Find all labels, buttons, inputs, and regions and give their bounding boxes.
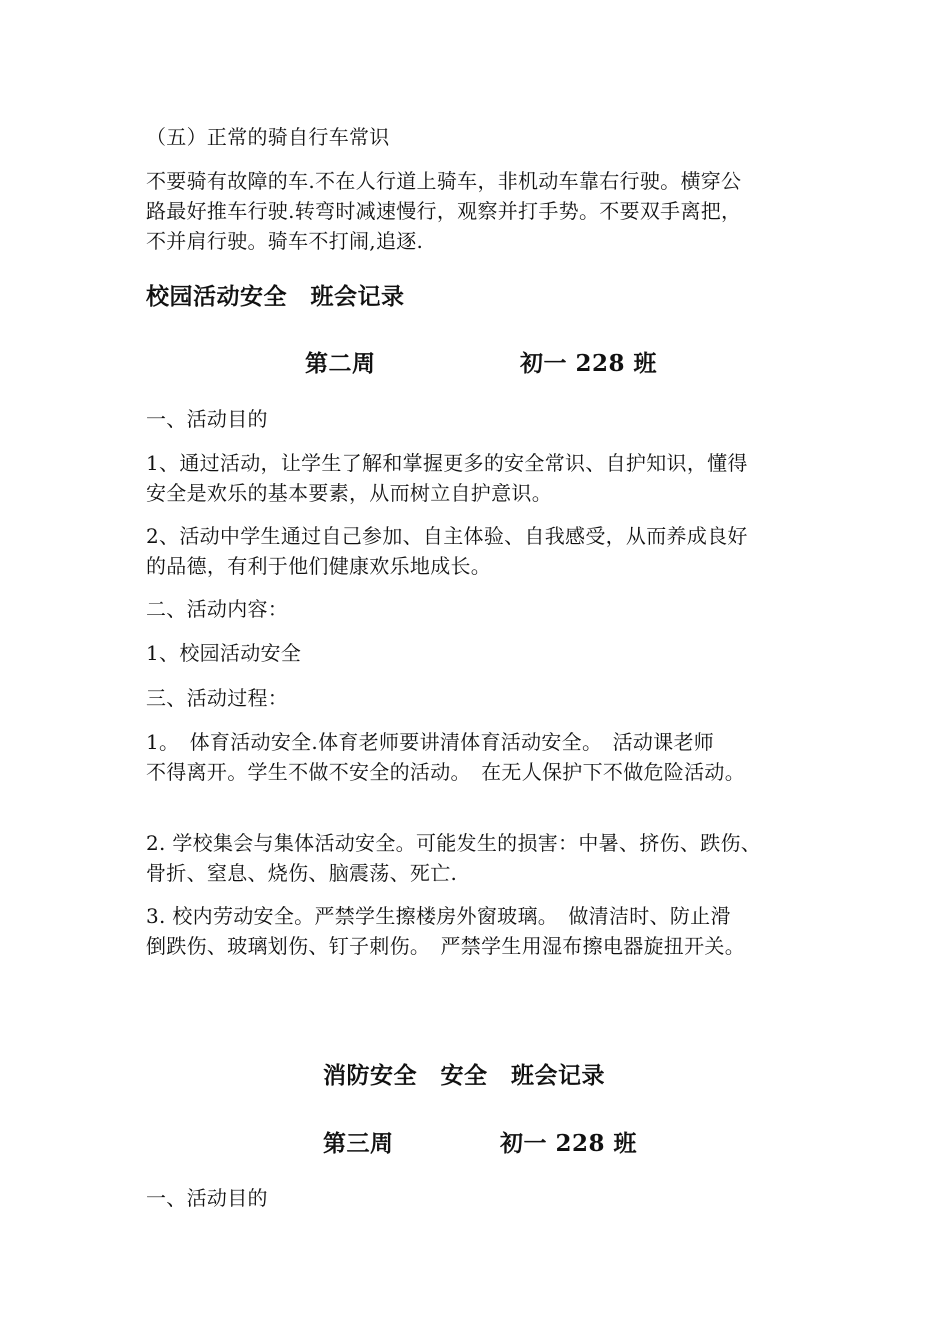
campus-process-item-1: 1。 体育活动安全.体育老师要讲清体育活动安全。 活动课老师 不得离开。学生不做不安全的活动。 在无人保护下不做危险活动。: [146, 730, 745, 784]
campus-class-label: 初一 228 班: [520, 350, 658, 377]
campus-week-label: 第二周: [305, 350, 376, 377]
campus-purpose-title: 一、活动目的: [146, 407, 268, 431]
bike-section-title: （五）正常的骑自行车常识: [146, 125, 390, 149]
fire-week-label: 第三周: [323, 1130, 394, 1157]
campus-content-title: 二、活动内容：: [146, 597, 289, 621]
fire-section-heading: 消防安全 安全 班会记录: [323, 1062, 605, 1089]
campus-purpose-item-1: 1、通过活动，让学生了解和掌握更多的安全常识、自护知识，懂得 安全是欢乐的基本要素，从而树立自护意识。: [146, 451, 748, 505]
bike-section-body: 不要骑有故障的车.不在人行道上骑车，非机动车靠右行驶。横穿公 路最好推车行驶.转弯时减速慢行，观察并打手势。不要双手离把， 不并肩行驶。骑车不打闹,追逐.: [146, 169, 742, 253]
campus-content-item-1: 1、校园活动安全: [146, 641, 302, 665]
campus-section-heading: 校园活动安全 班会记录: [146, 283, 405, 310]
campus-process-title: 三、活动过程：: [146, 686, 289, 710]
campus-process-item-3: 3. 校内劳动安全。严禁学生擦楼房外窗玻璃。 做清洁时、防止滑 倒跌伤、玻璃划伤、钉子刺伤。 严禁学生用湿布擦电器旋扭开关。: [146, 904, 745, 958]
campus-process-item-2: 2. 学校集会与集体活动安全。可能发生的损害：中暑、挤伤、跌伤、 骨折、窒息、烧伤、脑震荡、死亡.: [146, 831, 762, 885]
fire-class-label: 初一 228 班: [500, 1130, 638, 1157]
campus-purpose-item-2: 2、活动中学生通过自己参加、自主体验、自我感受，从而养成良好 的品德，有利于他们健康欢乐地成长。: [146, 524, 748, 578]
fire-purpose-title: 一、活动目的: [146, 1186, 268, 1210]
